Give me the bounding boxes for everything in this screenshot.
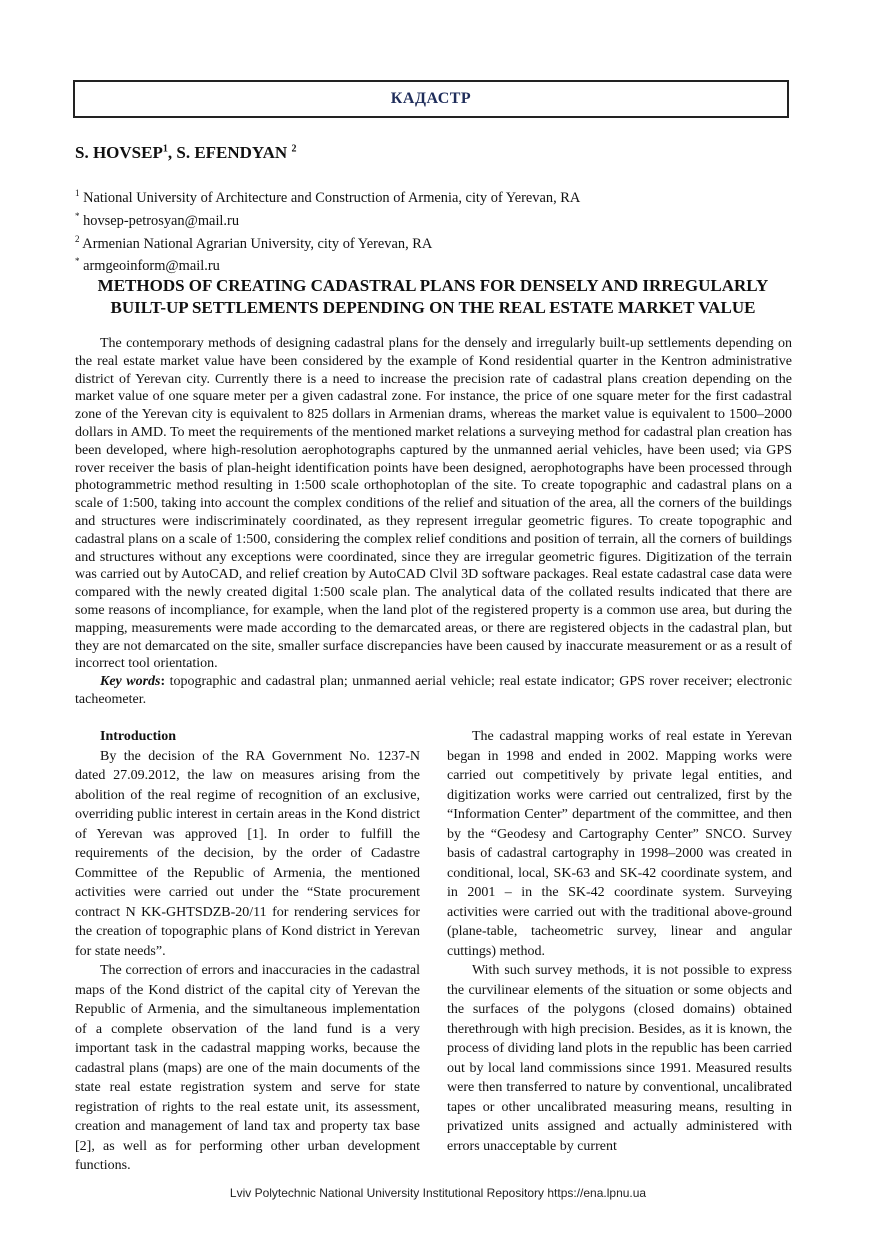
paper-title-line-2: BUILT-UP SETTLEMENTS DEPENDING ON THE REAL ESTATE MARKET VALUE — [110, 298, 756, 317]
affiliation-mark: * — [75, 210, 80, 221]
email-line — [75, 252, 580, 275]
introduction-heading: Introduction — [100, 729, 176, 744]
author-list — [75, 143, 296, 163]
keywords-label: Key words — [100, 674, 161, 690]
repository-footer: Lviv Polytechnic National University Institutional Repository https://ena.lpnu.ua — [229, 1186, 647, 1200]
email-line — [75, 207, 580, 230]
affiliation-text: National University of Architecture and Construction of Armenia, city of Yerevan, RA — [79, 189, 581, 206]
keywords-colon: : — [160, 674, 166, 690]
body-column-left — [75, 727, 420, 1176]
section-title: КАДАСТР — [390, 90, 472, 107]
paragraph: By the decision of the RA Government No. 1237-N dated 27.09.2012, the law on measures arising from the abolition of the real regime of recognition of an exclusive, overriding public interest in certain areas in the Kond district of Yerevan was approved [1]. In order to fulfill the requirements of the decision, by the order of Cadastre Committee of the Republic of Armenia, the mentioned activities were carried out under the “State procurement contract N KK-GHTSDZB-20/11 for rendering services for the creation of topographic plans of Kond district in Yerevan for state needs”. — [75, 748, 420, 959]
affiliation-mark: 1 — [75, 188, 80, 198]
affiliation-list — [75, 184, 580, 275]
author-1-name: S. HOVSEP — [75, 143, 163, 162]
abstract — [75, 335, 792, 709]
paragraph: The cadastral mapping works of real estate in Yerevan began in 1998 and ended in 2002. Mapping works were carried out competitively by private legal entities, and digitization works were carried out centralized, first by the “Information Center” department of the committee, and then by the “Geodesy and Cartography Center” SNCO. Survey basis of cadastral cartography in 1998–2000 was created in conditional, local, SK-63 and SK-42 coordinate system, and in 2001 – in the SK-42 coordinate system. Surveying activities were carried out with the traditional above-ground (plane-table, tacheometric survey, linear and angular cuttings) method. — [447, 729, 792, 959]
body-column-right — [447, 727, 792, 1156]
email-link[interactable]: hovsep-petrosyan@mail.ru — [79, 212, 240, 229]
keywords-text: topographic and cadastral plan; unmanned aerial vehicle; real estate indicator; GPS rover receiver; electronic tacheometer. — [75, 674, 792, 707]
author-2-name: S. EFENDYAN — [176, 143, 292, 162]
paper-title-line-1: METHODS OF CREATING CADASTRAL PLANS FOR DENSELY AND IRREGULARLY — [97, 276, 769, 295]
author-2-superscript: 2 — [291, 143, 297, 155]
author-1-superscript: 1 — [162, 143, 168, 155]
keywords — [75, 673, 792, 709]
affiliation-mark: 2 — [75, 233, 80, 244]
affiliation-line — [75, 184, 580, 207]
paragraph: The correction of errors and inaccuracies in the cadastral maps of the Kond district of the capital city of Yerevan the Republic of Armenia, and the simultaneous implementation of a complete observation of the land fund is a very important task in the cadastral mapping works, because the cadastral plans (maps) are one of the main documents of the state real estate registration system and serve for state registration of rights to the real estate unit, its assessment, creation and management of land tax and property tax base [2], as well as for performing other urban development functions. — [75, 963, 420, 1173]
affiliation-mark: * — [75, 256, 80, 267]
author-separator: , — [167, 143, 177, 162]
affiliation-text: Armenian National Agrarian University, city of Yerevan, RA — [79, 235, 433, 252]
section-header-box — [73, 80, 789, 118]
abstract-text: The contemporary methods of designing cadastral plans for the densely and irregularly built-up settlements depending on the real estate market value have been considered by the example of Kond residential quarter in the Kentron administrative district of Yerevan city. Currently there is a need to increase the precision rate of cadastral plans creation depending on the market value of one square meter per a given cadastral zone. For instance, the price of one square meter for the first cadastral zone of the Yerevan city is equivalent to 825 dollars in Armenian drams, whereas the market value is equivalent to 1500–2000 dollars in AMD. To meet the requirements of the mentioned market relations a surveying method for cadastral plan creation has been developed, where high-resolution aerophotographs captured by the unmanned aerial vehicles, have been used; via GPS rover receiver the basis of plan-height identification points have been designed, aerophotographs have been processed through photogrammetric method resulting in 1:500 scale orthophotoplan of the site. To create topographic and cadastral plans on a scale of 1:500, taking into account the complex conditions of the relief and situation of the area, all the corners of the buildings and structures were indiscriminately coordinated, as they represent irregular geometric figures. To create topographic and cadastral plans on a scale of 1:500, considering the complex relief conditions and position of terrain, all the corners of buildings and structures without any exceptions were coordinated, since they are irregular geometric figures. Digitization of the terrain was carried out by AutoCAD, and relief creation by AutoCAD Clvil 3D software packages. Real estate cadastral case data were compared with the newly created digital 1:500 scale plan. The analytical data of the collated results indicated that there are some reasons of incompliance, for example, when the land plot of the registered property is a common use area, but during the mapping, measurements were made according to the demarcated areas, or there are registered objects in the cadastral plan, but they are not demarcated on the site, smaller surface discrepancies have been caused by inaccurate measurement or as a result of incorrect tool orientation. — [75, 336, 792, 672]
paper-title — [75, 275, 791, 319]
paragraph: With such survey methods, it is not possible to express the curvilinear elements of the situation or some objects and the surfaces of the polygons (closed domains) obtained therethrough with high precision. Besides, as it is known, the process of dividing land plots in the republic has been carried out by local land commissions since 1991. Measured results were then transferred to nature by conventional, uncalibrated tapes or other uncalibrated measuring means, resulting in privatized units assigned and actually administered with errors unacceptable by current — [447, 963, 792, 1154]
affiliation-line — [75, 230, 580, 253]
email-link[interactable]: armgeoinform@mail.ru — [79, 258, 220, 275]
